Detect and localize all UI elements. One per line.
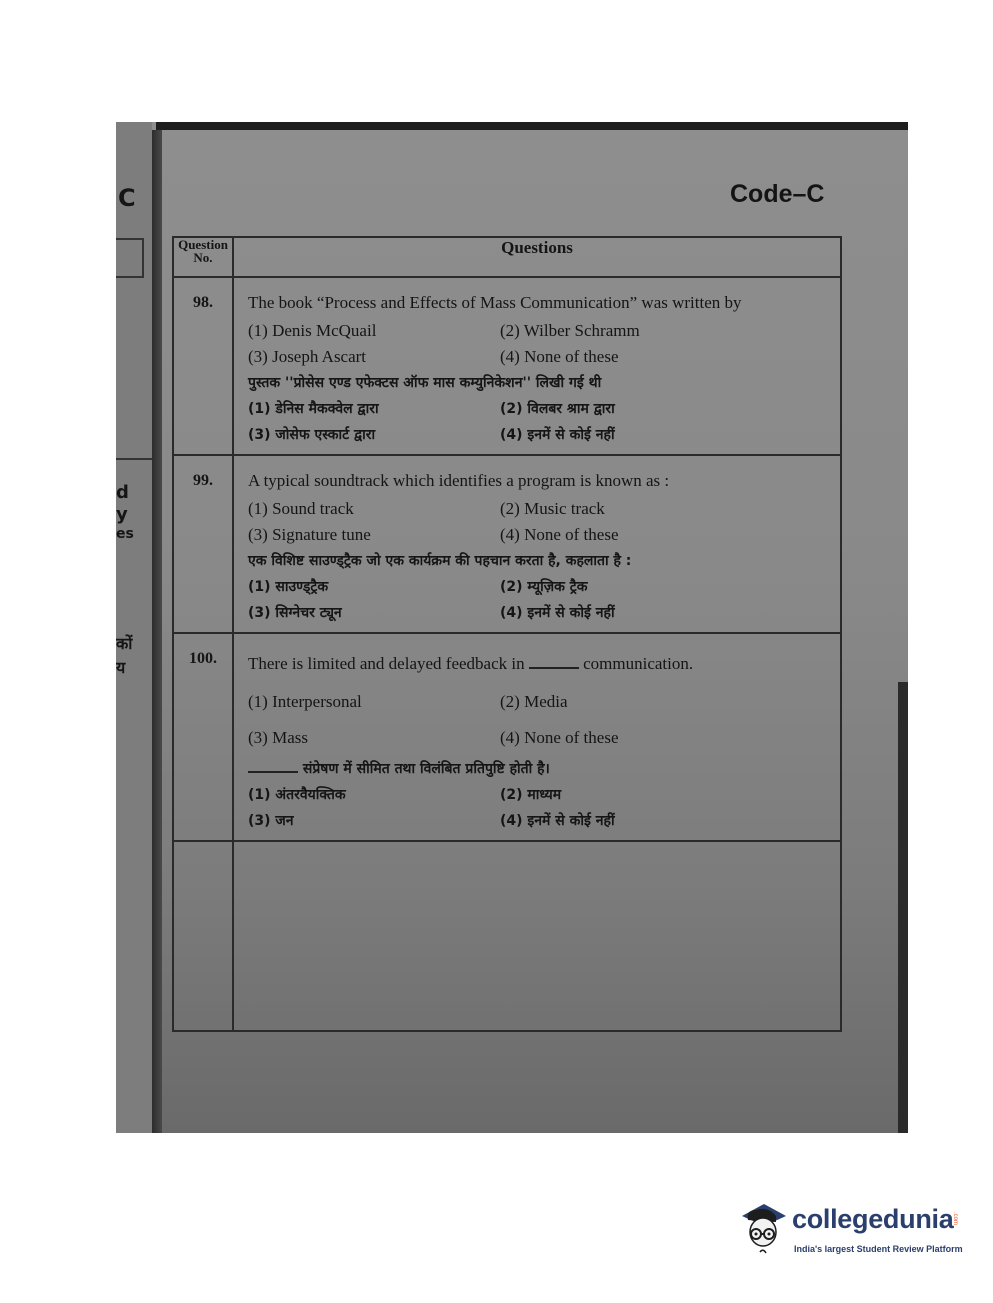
option: (2) Media (500, 692, 568, 711)
option: (4) None of these (500, 728, 619, 747)
adjacent-page-text: C (118, 184, 136, 212)
options-hindi (248, 574, 830, 626)
option: (4) None of these (500, 525, 619, 544)
option: (3) Signature tune (248, 525, 371, 544)
adjacent-page-edge (116, 122, 152, 1133)
question-number-header: Question No. (173, 237, 233, 277)
option-hindi: (1) डेनिस मैकक्वेल द्वारा (248, 401, 379, 417)
adjacent-page-text: य (116, 658, 126, 677)
option-hindi: (3) सिग्नेचर ट्यून (248, 605, 342, 621)
options-english (248, 318, 830, 370)
page-binding-shadow (152, 130, 162, 1133)
scanned-page-photo (116, 122, 908, 1133)
option: (3) Mass (248, 728, 308, 747)
option-hindi: (4) इनमें से कोई नहीं (500, 605, 615, 621)
question-row (173, 455, 841, 633)
paper-code: Code–C (730, 180, 825, 208)
option: (2) Wilber Schramm (500, 321, 640, 340)
page-top-shadow (156, 122, 908, 130)
question-text-hindi: पुस्तक ''प्रोसेस एण्ड एफेक्टस ऑफ मास कम्युनिकेशन'' लिखी गई थी (248, 375, 602, 391)
table-header-row (173, 237, 841, 277)
empty-table-row (173, 841, 841, 1031)
question-text-hindi (248, 756, 830, 782)
logo-tagline: India's largest Student Review Platform (794, 1244, 963, 1254)
questions-table (172, 236, 842, 1032)
question-body (233, 633, 841, 841)
adjacent-page-text: कों (116, 634, 133, 653)
option-hindi: (1) साउण्ड्ट्रैक (248, 579, 329, 595)
empty-cell (173, 841, 233, 1031)
right-shadow (898, 682, 908, 1133)
question-text (248, 646, 830, 682)
option-hindi: (2) माध्यम (500, 787, 562, 803)
options-english (248, 684, 830, 756)
option-hindi: (4) इनमें से कोई नहीं (500, 427, 615, 443)
collegedunia-logo (736, 1198, 966, 1268)
option: (1) Denis McQuail (248, 321, 377, 340)
option-hindi: (3) जन (248, 813, 294, 829)
question-body (233, 455, 841, 633)
options-hindi (248, 396, 830, 448)
options-english (248, 496, 830, 548)
option: (2) Music track (500, 499, 605, 518)
option: (1) Interpersonal (248, 692, 362, 711)
question-text: The book “Process and Effects of Mass Communication” was written by (248, 293, 742, 312)
option-hindi: (2) म्यूज़िक ट्रैक (500, 579, 588, 595)
option: (4) None of these (500, 347, 619, 366)
option: (3) Joseph Ascart (248, 347, 367, 366)
option-hindi: (4) इनमें से कोई नहीं (500, 813, 615, 829)
option-hindi: (2) विलबर श्राम द्वारा (500, 401, 615, 417)
option: (1) Sound track (248, 499, 354, 518)
options-hindi (248, 782, 830, 834)
question-text: A typical soundtrack which identifies a program is known as : (248, 471, 670, 490)
adjacent-page-text: d (116, 482, 129, 503)
student-mascot-icon (738, 1198, 788, 1256)
logo-domain-suffix: .com (952, 1212, 958, 1226)
adjacent-page-box (116, 238, 144, 278)
question-number: 100. (173, 633, 233, 841)
adjacent-page-text: es (116, 526, 134, 542)
option-hindi: (3) जोसेफ एस्कार्ट द्वारा (248, 427, 376, 443)
question-text-before-blank: There is limited and delayed feedback in (248, 654, 525, 673)
logo-wordmark: collegedunia (792, 1204, 954, 1234)
question-text-hindi: एक विशिष्ट साउण्ड्ट्रैक जो एक कार्यक्रम की पहचान करता है, कहलाता है : (248, 553, 632, 569)
question-text-after-blank: communication. (583, 654, 694, 673)
question-row (173, 633, 841, 841)
option-hindi: (1) अंतरवैयक्तिक (248, 787, 346, 803)
fill-blank (529, 655, 579, 669)
question-body (233, 277, 841, 455)
question-number: 98. (173, 277, 233, 455)
adjacent-page-text: y (116, 504, 128, 525)
empty-cell (233, 841, 841, 1031)
question-text-hindi-body: संप्रेषण में सीमित तथा विलंबित प्रतिपुष्टि होती है। (302, 761, 550, 777)
adjacent-page-line (116, 458, 152, 460)
fill-blank (248, 759, 298, 773)
questions-header: Questions (233, 237, 841, 277)
question-number: 99. (173, 455, 233, 633)
question-row (173, 277, 841, 455)
